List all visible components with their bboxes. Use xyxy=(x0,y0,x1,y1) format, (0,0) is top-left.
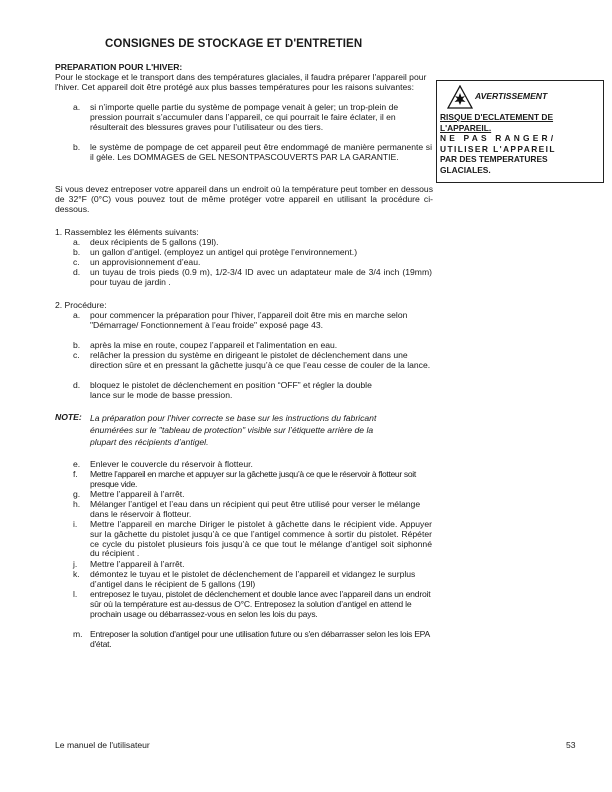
reason-label: b. xyxy=(73,142,81,152)
list-item: Mettre l’appareil en marche et appuyer sur la gâchette jusqu’à ce que le réservoir à flotteur soit presque vide. xyxy=(90,469,416,489)
list-label: b. xyxy=(73,247,81,257)
list-label: j. xyxy=(73,559,78,569)
warning-text xyxy=(440,112,600,176)
list-item: entreposez le tuyau, pistolet de déclenchement et double lance avec l’appareil dans un endroit sûr où la température est au-dessus de O°C. Entreposez la solution d’antigel en attend le prochain usage ou débarrassez-vous en selon les lois du pays. xyxy=(90,589,431,619)
list-label: g. xyxy=(73,489,81,499)
explosion-warning-icon xyxy=(447,85,473,109)
list-item: Mettre l’appareil en marche Diriger le pistolet à gâchette dans le récipient vide. Appuyer sur la gâchette du pistolet jusqu’à ce que l’antigel commence à sortir du pistolet. Répéter ce cycle du pistolet plusieurs fois jusqu’à ce que tout le mélange d’antigel soit siphonné du récipient . xyxy=(90,519,432,559)
list-item: Entreposer la solution d'antigel pour une utilisation future ou s'en débarrasser selon les lois EPA d'état. xyxy=(90,629,430,649)
list-item: démontez le tuyau et le pistolet de déclenchement de l’appareil et vidangez le surplus d’antigel dans le récipient de 5 gallons (19l) xyxy=(90,569,416,589)
warning-header xyxy=(437,81,603,111)
step-heading: 2. Procédure: xyxy=(55,300,107,310)
list-label: e. xyxy=(73,459,81,469)
list-label: c. xyxy=(73,350,80,360)
reason-text: si n’importe quelle partie du système de pompage venait à geler; un trop-plein de pression pourrait s’accumuler dans l’appareil, ce qui pourrait le faire éclater, il en résulterait des blessures graves pour l’utilisateur ou des tiers. xyxy=(90,102,399,132)
step-heading: 1. Rassemblez les éléments suivants: xyxy=(55,227,199,237)
list-label: i. xyxy=(73,519,78,529)
list-label: a. xyxy=(73,237,81,247)
list-label: b. xyxy=(73,340,81,350)
section-heading: PREPARATION POUR L'HIVER: xyxy=(55,62,183,72)
warning-line: PAR DES TEMPERATURES xyxy=(440,154,548,165)
list-label: d. xyxy=(73,267,81,277)
reason-text: le système de pompage de cet appareil peut être endommagé de manière permanente si il gèle. Les DOMMAGES de GEL NESONTPASCOUVERTS PAR LA GARANTIE. xyxy=(90,142,432,162)
list-label: c. xyxy=(73,257,80,267)
storage-paragraph: Si vous devez entreposer votre appareil dans un endroit où la température peut tomber en dessous de 32°F (0°C) vous pouvez tout de même protéger votre appareil en utilisant la procédure ci-dessous. xyxy=(55,184,433,214)
list-item: bloquez le pistolet de déclenchement en position “OFF” et régler la double lance sur le mode de basse pression. xyxy=(90,380,372,400)
warning-line: GLACIALES. xyxy=(440,164,491,175)
warning-title: AVERTISSEMENT xyxy=(475,91,548,101)
list-item: Mélanger l’antigel et l’eau dans un récipient qui peut être utilisé pour verser le mélange dans le réservoir à flotteur. xyxy=(90,499,421,519)
warning-line: RISQUE D'ECLATEMENT DE xyxy=(440,112,554,122)
list-item: un approvisionnement d’eau. xyxy=(90,257,201,267)
list-item: Enlever le couvercle du réservoir à flotteur. xyxy=(90,459,253,469)
page-number: 53 xyxy=(566,740,576,750)
intro-paragraph: Pour le stockage et le transport dans des températures glaciales, il faudra préparer l'appareil pour l'hiver. Cet appareil doit être protégé aux plus basses températures pour les raisons suivantes: xyxy=(55,72,427,92)
list-item: relâcher la pression du système en dirigeant le pistolet de déclenchement dans une direction sûre et en pressant la gâchette jusqu’à ce que l’eau cesse de couler de la lance. xyxy=(90,350,431,370)
list-label: a. xyxy=(73,310,81,320)
list-label: h. xyxy=(73,499,81,509)
warning-box xyxy=(436,80,604,183)
list-label: k. xyxy=(73,569,80,579)
warning-line: NE PAS RANGER/ xyxy=(440,133,557,144)
note-label: NOTE: xyxy=(55,412,82,422)
page-title: CONSIGNES DE STOCKAGE ET D'ENTRETIEN xyxy=(105,38,363,50)
list-item: après la mise en route, coupez l’appareil et l'alimentation en eau. xyxy=(90,340,338,350)
list-label: l. xyxy=(73,589,78,599)
note-text: La préparation pour l'hiver correcte se base sur les instructions du fabricant énumérées sur le "tableau de protection" visible sur l’étiquette arrière de la plupart des récipients d’antigel. xyxy=(90,413,377,448)
list-label: m. xyxy=(73,629,83,639)
list-item: pour commencer la préparation pour l'hiver, l’appareil doit être mis en marche selon "Démarrage/ Fonctionnement à l’eau froide" exposé page 43. xyxy=(90,310,408,330)
list-item: Mettre l’appareil à l’arrêt. xyxy=(90,489,185,499)
list-item: un tuyau de trois pieds (0.9 m), 1/2-3/4 ID avec un adaptateur male de 3/4 inch (19mm) pour tuyau de jardin . xyxy=(90,267,432,287)
list-item: deux récipients de 5 gallons (19l). xyxy=(90,237,219,247)
list-item: Mettre l’appareil à l’arrêt. xyxy=(90,559,185,569)
reason-label: a. xyxy=(73,102,81,112)
footer-title: Le manuel de l'utilisateur xyxy=(55,740,150,750)
list-label: f. xyxy=(73,469,78,479)
list-label: d. xyxy=(73,380,81,390)
warning-line: L'APPAREIL. xyxy=(440,122,492,133)
list-item: un gallon d’antigel. (employez un antigel qui protège l’environnement.) xyxy=(90,247,358,257)
warning-line: UTILISER L'APPAREIL xyxy=(440,143,556,154)
